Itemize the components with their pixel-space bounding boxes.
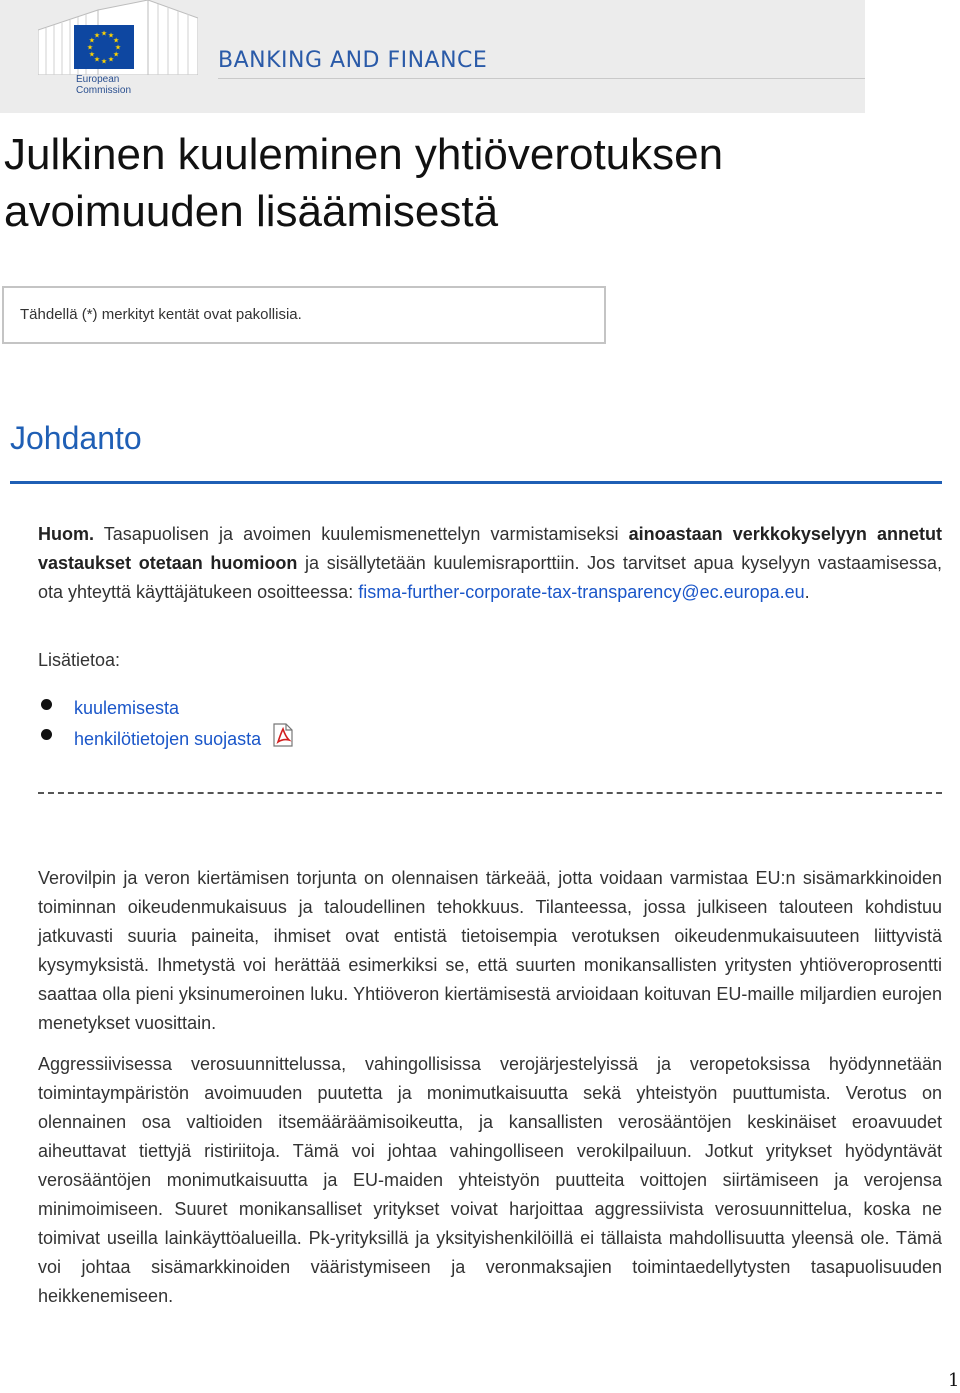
paragraph-text: Aggressiivisessa verosuunnittelussa, vahingollisissa verojärjestelyissä ja veropetoksissa hyödynnetään toimintaympäristön avoimuuden puutetta ja monimutkaisuutta sekä yhteistyön puuttumista. Verotus on olennainen osa valtioiden itsemääräämisoikeutta, ja kansallisten verosääntöjen keskinäiset eroavuudet aiheuttavat tiettyjä ristiriitoja. Tämä voi johtaa vahingolliseen verokilpailuun. Jotkut yritykset hyödyntävät verosääntöjen monimutkaisuutta ja EU-maiden yhteistyön puutteita voittojen siirtämiseen ja verojensa minimoimiseen. Suuret monikansalliset yritykset voivat harjoittaa aggressiivista verosuunnittelua, koska ne toimivat useilla lainkäyttöalueilla. Pk-yrityksillä ja yksityishenkilöillä ei tällaista mahdollisuutta yleensä ole. Tämä voi johtaa sisämarkkinoiden vääristymiseen ja veronmaksajien toimintaedellytysten tasapuolisuuden heikkenemiseen. [38, 1054, 942, 1306]
header-banner [0, 0, 865, 113]
intro-paragraph [38, 520, 942, 607]
bullet-icon [41, 729, 52, 740]
bullet-icon [41, 699, 52, 710]
body-paragraph-1 [38, 864, 942, 1038]
star-icon: ★ [88, 37, 96, 45]
section-divider [10, 481, 942, 484]
banner-divider [218, 78, 865, 79]
intro-text-1: Tasapuolisen ja avoimen kuulemismenettelyn varmistamiseksi [94, 524, 629, 544]
star-icon: ★ [86, 44, 94, 52]
page-number: 1 [948, 1370, 960, 1391]
star-icon: ★ [107, 32, 115, 40]
intro-end: . [804, 582, 810, 602]
privacy-statement-link[interactable]: henkilötietojen suojasta [74, 729, 262, 749]
paragraph-text: Verovilpin ja veron kiertämisen torjunta on olennaisen tärkeää, jotta voidaan varmistaa EU:n sisämarkkinoiden toiminnan oikeudenmukaisuus ja taloudellinen tehokkuus. Tilanteessa, jossa julkiseen talouteen kohdistuu jatkuvasti suuria paineita, ihmiset ovat entistä tietoisempia verotuksen oikeudenmukaisuuteen liittyvistä kysymyksistä. Ihmetystä voi herättää esimerkiksi se, että suurten monikansallisten yritysten yhtiöveroprosentti saattaa olla pieni yksinumeroinen luku. Yhtiöveron kiertämisestä arvioidaan koituvan EU-maille miljardien eurojen menetykset vuosittain. [38, 868, 942, 1033]
page-title: Julkinen kuuleminen yhtiöverotuksen avoimuuden lisäämisestä [4, 130, 724, 236]
list-item [38, 693, 294, 723]
note-label: Huom. [38, 524, 94, 544]
logo-text [76, 74, 131, 96]
star-icon: ★ [107, 56, 115, 64]
star-icon: ★ [88, 51, 96, 59]
european-commission-logo [8, 0, 216, 110]
more-info-label: Lisätietoa: [38, 650, 121, 670]
star-icon: ★ [112, 37, 120, 45]
intro-text-2: ja sisällytetään kuulemisraporttiin. Jos tarvitset apua kyselyyn vastaamisessa, ota yhteyttä käyttäjätukeen osoitteessa: [38, 553, 942, 602]
info-links-list [38, 693, 294, 753]
pdf-icon[interactable] [272, 723, 294, 747]
body-paragraph-2 [38, 1050, 942, 1311]
consultation-link[interactable]: kuulemisesta [74, 698, 180, 718]
dashed-separator [38, 792, 942, 794]
intro-bold-text: ainoastaan verkkokyselyyn annetut vastaukset otetaan huomioon [38, 524, 943, 573]
star-icon: ★ [100, 30, 108, 38]
list-item [38, 723, 294, 753]
banner-title: BANKING AND FINANCE [218, 48, 488, 73]
eu-flag-icon [74, 25, 134, 69]
logo-line-commission: Commission [76, 85, 132, 96]
star-icon: ★ [100, 58, 108, 66]
star-icon: ★ [112, 51, 120, 59]
star-icon: ★ [93, 56, 101, 64]
star-icon: ★ [114, 44, 122, 52]
logo-line-european: European [76, 74, 120, 85]
star-icon: ★ [93, 32, 101, 40]
section-title: Johdanto [10, 420, 142, 456]
required-fields-note: Tähdellä (*) merkityt kentät ovat pakollisia. [2, 286, 606, 344]
support-email-link[interactable]: fisma-further-corporate-tax-transparency@ec.europa.eu [358, 582, 805, 602]
